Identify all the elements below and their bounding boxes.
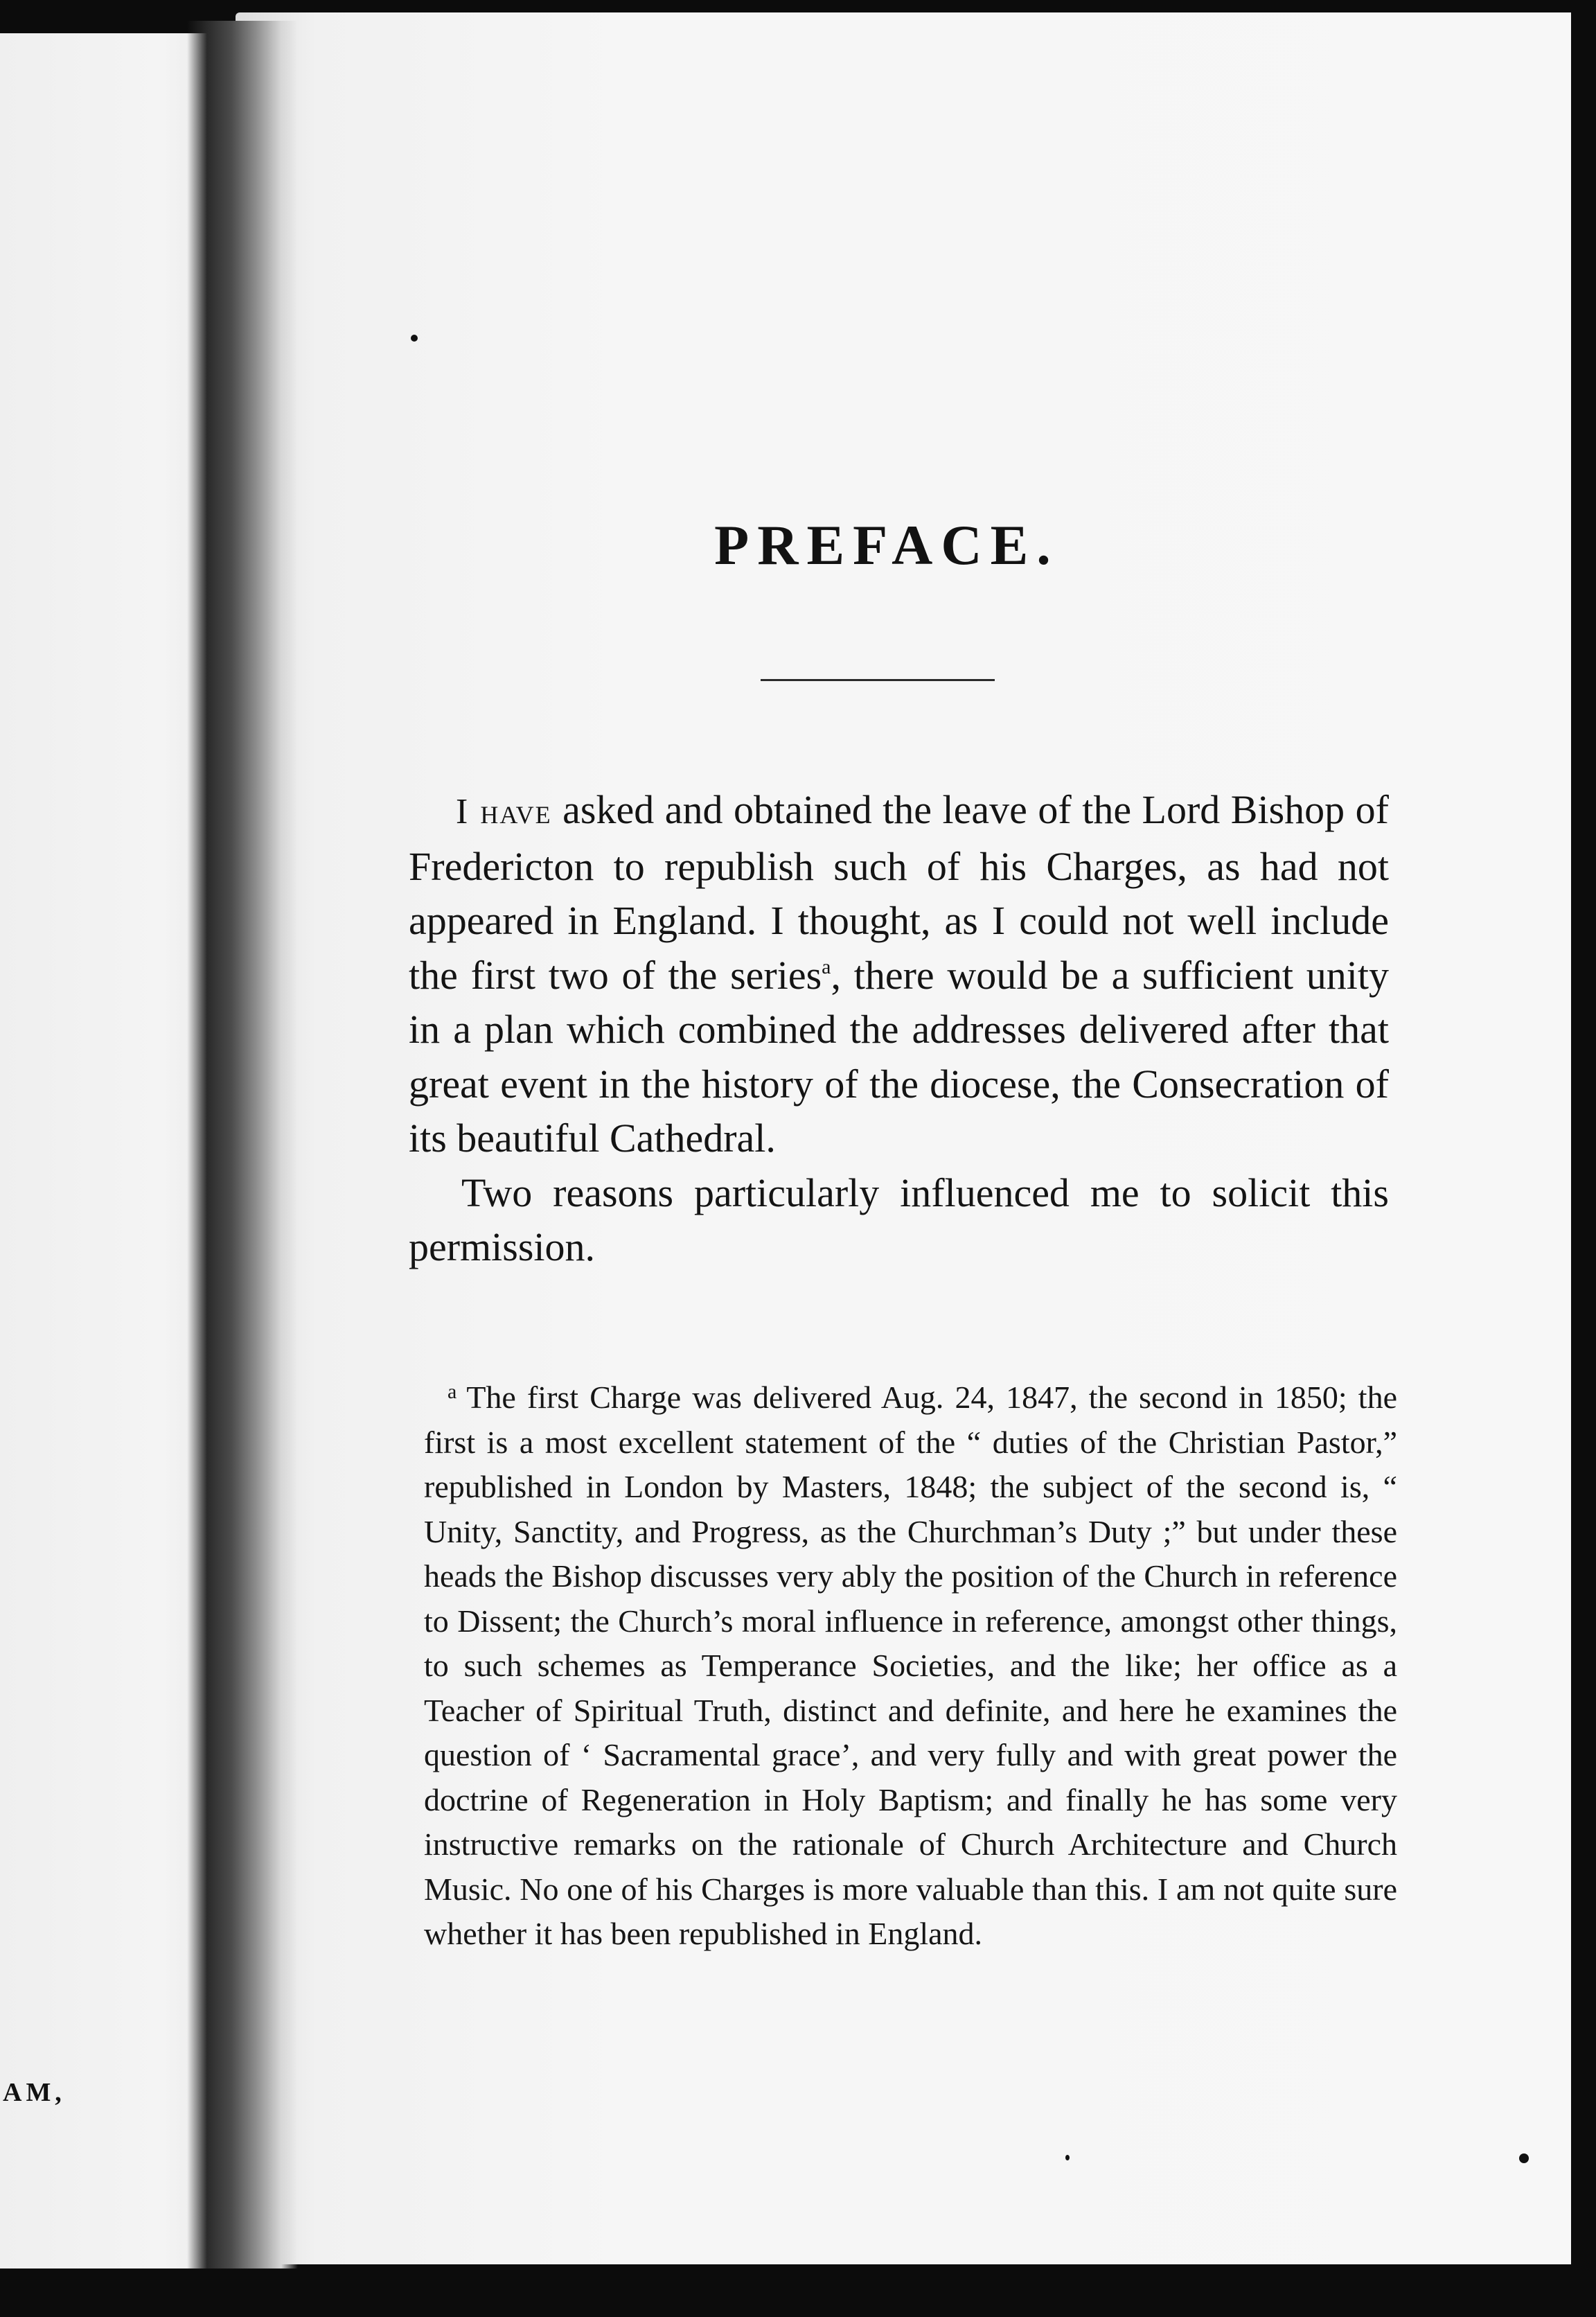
footnote-paragraph [424,1375,1397,1957]
ink-speck [411,335,418,342]
paragraph-1 [409,783,1389,1166]
preface-body [409,783,1389,1275]
paragraph-1-text-b: , there would be a sufficient unity in a plan which combined the addresses delivered after that great event in the history of the diocese, the Consecration of its beautiful Cathedral. [409,952,1389,1161]
ink-speck [1519,2153,1529,2163]
binding-gutter-shadow [187,21,298,2307]
title-divider-rule [761,679,995,681]
footnote [424,1375,1397,1957]
footnote-reference: a [822,955,831,978]
paragraph-1-text-a: asked and obtained the leave of the Lord Bishop of Fredericton to republish such of his Charges, as had not appeared in England. I thought, as I could not well include the first two of the series [409,787,1389,998]
footnote-text: The first Charge was delivered Aug. 24, 1847, the second in 1850; the first is a most excellent statement of the “ duties of the Christian Pastor,” republished in London by Masters, 1848; the subject of the second is, “ Unity, Sanctity, and Progress, as the Churchman’s Duty ;” but under these heads the Bishop discusses very ably the position of the Church in reference to Dissent; the Church’s moral influence in reference, amongst other things, to such schemes as Temperance Societies, and the like; her office as a Teacher of Spiritual Truth, distinct and definite, and here he examines the question of ‘ Sacramental grace’, and very fully and with great power the doctrine of Regeneration in Holy Baptism; and finally he has some very instructive remarks on the rationale of Church Architecture and Church Music. No one of his Charges is more valuable than this. I am not quite sure whether it has been republished in England. [424,1380,1397,1951]
scan-border-bottom [0,2268,1596,2317]
page-title: PREFACE. [714,513,1059,576]
left-page-text-fragment: AM, [3,2078,66,2107]
ink-speck [1065,2155,1070,2160]
scan-border-right [1571,0,1596,2317]
footnote-marker: a [447,1380,457,1403]
paragraph-lead: I have [456,792,552,831]
paragraph-2: Two reasons particularly influenced me to solicit this permission. [409,1170,1389,1269]
